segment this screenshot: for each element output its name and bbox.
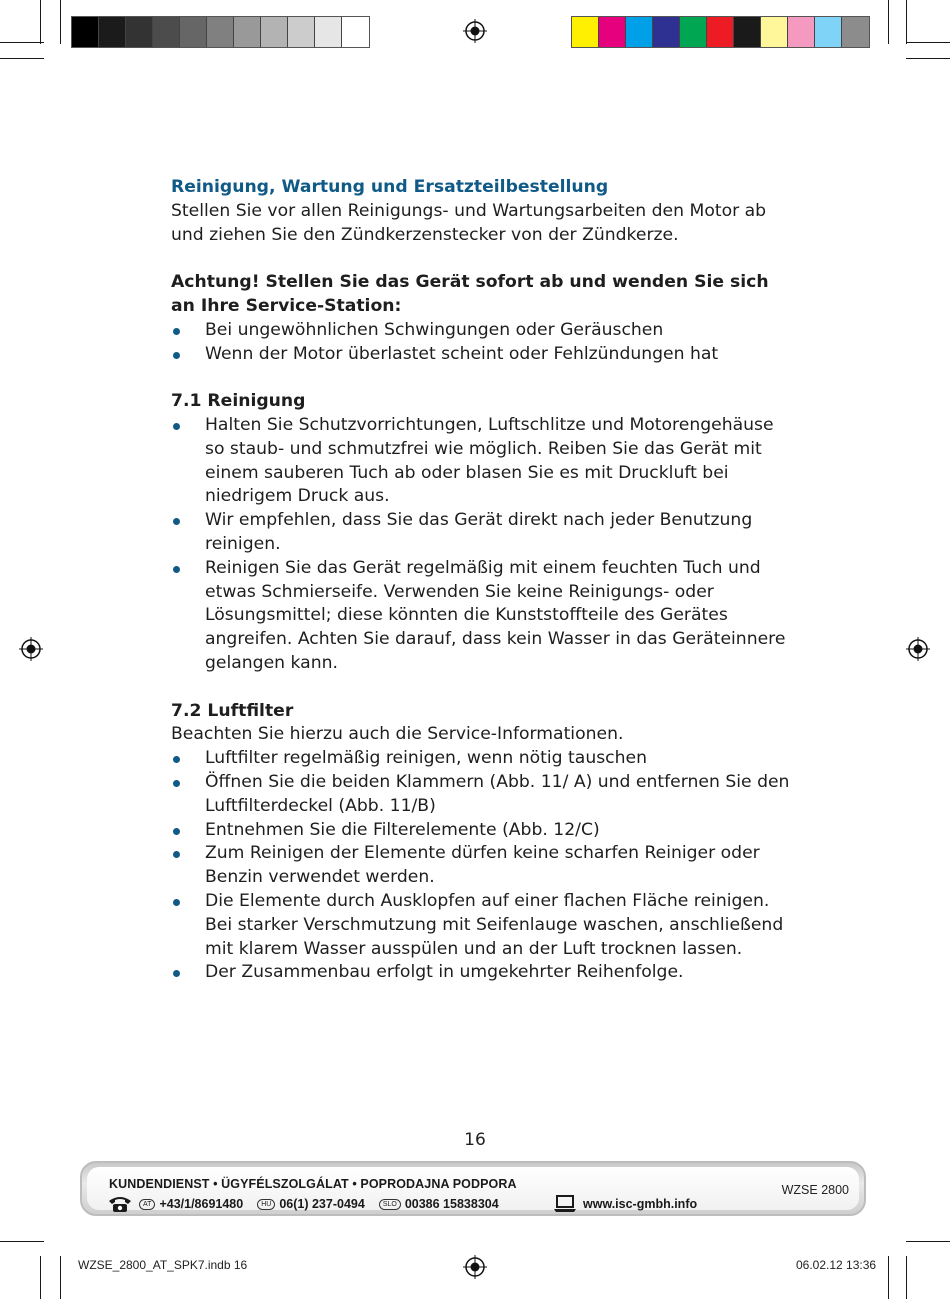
crop-mark	[60, 1256, 61, 1299]
air-filter-intro: Beachten Sie hierzu auch die Service-Informationen.	[171, 724, 624, 745]
warning-list	[171, 319, 791, 367]
crop-mark	[888, 0, 889, 44]
list-item: Öffnen Sie die beiden Klammern (Abb. 11/ A) und entfernen Sie den Luftfilterdeckel (Abb. 11/B)	[171, 771, 791, 819]
grayscale-bar	[71, 16, 370, 48]
country-badge: AT	[139, 1199, 155, 1210]
color-swatch	[680, 17, 707, 47]
website-url: www.isc-gmbh.info	[583, 1197, 698, 1211]
color-swatch	[288, 17, 315, 47]
air-filter-list	[171, 747, 791, 985]
color-swatch	[572, 17, 599, 47]
crop-mark	[888, 1256, 889, 1299]
list-item: Wenn der Motor überlastet scheint oder Fehlzündungen hat	[171, 343, 791, 367]
color-swatch	[207, 17, 234, 47]
color-swatch	[734, 17, 761, 47]
cleaning-heading: 7.1 Reinigung	[171, 391, 306, 412]
color-swatch	[153, 17, 180, 47]
registration-mark-icon	[463, 1255, 487, 1279]
date-slug: 06.02.12 13:36	[796, 1258, 877, 1272]
color-swatch	[126, 17, 153, 47]
page-number: 16	[464, 1130, 486, 1150]
crop-mark	[906, 0, 907, 44]
laptop-icon	[553, 1195, 577, 1213]
color-swatch	[842, 17, 869, 47]
service-heading: KUNDENDIENST • ÜGYFÉLSZOLGÁLAT • POPRODAJNA PODPORA	[109, 1177, 517, 1191]
list-item: Luftfilter regelmäßig reinigen, wenn nötig tauschen	[171, 747, 791, 771]
color-swatch	[707, 17, 734, 47]
crop-mark	[906, 42, 950, 43]
color-bar	[571, 16, 870, 48]
phone-number: 00386 15838304	[404, 1197, 499, 1211]
telephone-icon	[107, 1195, 133, 1213]
list-item: Wir empfehlen, dass Sie das Gerät direkt nach jeder Benutzung reinigen.	[171, 509, 791, 557]
list-item: Reinigen Sie das Gerät regelmäßig mit einem feuchten Tuch und etwas Schmierseife. Verwenden Sie keine Reinigungs- oder Lösungsmittel; diese könnten die Kunststoffteile des Gerätes angreifen. Achten Sie darauf, dass kein Wasser in das Geräteinnere gelangen kann.	[171, 557, 791, 676]
color-swatch	[653, 17, 680, 47]
country-badge: SLO	[379, 1199, 401, 1210]
list-item: Zum Reinigen der Elemente dürfen keine scharfen Reiniger oder Benzin verwendet werden.	[171, 842, 791, 890]
crop-mark	[0, 58, 44, 59]
intro-paragraph: Stellen Sie vor allen Reinigungs- und Wartungsarbeiten den Motor ab und ziehen Sie den Zündkerzenstecker von der Zündkerze.	[171, 200, 767, 245]
color-swatch	[761, 17, 788, 47]
color-swatch	[315, 17, 342, 47]
service-banner	[80, 1161, 866, 1216]
crop-mark	[906, 1241, 950, 1242]
list-item: Die Elemente durch Ausklopfen auf einer flachen Fläche reinigen. Bei starker Verschmutzung mit Seifenlauge waschen, anschließend mit klarem Wasser ausspülen und an der Luft trocknen lassen.	[171, 890, 791, 961]
crop-mark	[60, 0, 61, 44]
phone-hu[interactable]	[257, 1197, 365, 1211]
color-swatch	[815, 17, 842, 47]
color-swatch	[261, 17, 288, 47]
crop-mark	[906, 1256, 907, 1299]
color-swatch	[180, 17, 207, 47]
website-link[interactable]	[553, 1195, 697, 1213]
registration-mark-icon	[19, 637, 43, 661]
cleaning-list	[171, 414, 791, 676]
color-swatch	[72, 17, 99, 47]
crop-mark	[906, 58, 950, 59]
country-badge: HU	[257, 1199, 275, 1210]
registration-mark-icon	[463, 19, 487, 43]
list-item: Halten Sie Schutzvorrichtungen, Luftschlitze und Motorengehäuse so staub- und schmutzfrei wie möglich. Reiben Sie das Gerät mit einem sauberen Tuch ab oder blasen Sie es mit Druckluft bei niedrigem Druck aus.	[171, 414, 791, 509]
phone-at[interactable]	[139, 1197, 243, 1211]
registration-mark-icon	[906, 637, 930, 661]
warning-paragraph: Achtung! Stellen Sie das Gerät sofort ab und wenden Sie sich an Ihre Service-Station:	[171, 272, 769, 316]
air-filter-heading: 7.2 Luftfilter	[171, 700, 294, 721]
phone-slo[interactable]	[379, 1197, 499, 1211]
color-swatch	[788, 17, 815, 47]
crop-mark	[0, 1241, 44, 1242]
section-title: Reinigung, Wartung und Ersatzteilbestellung	[171, 177, 609, 197]
phone-number: +43/1/8691480	[159, 1197, 244, 1211]
list-item: Entnehmen Sie die Filterelemente (Abb. 12/C)	[171, 819, 791, 843]
list-item: Der Zusammenbau erfolgt in umgekehrter Reihenfolge.	[171, 961, 791, 985]
model-label: WZSE 2800	[781, 1183, 849, 1197]
color-swatch	[626, 17, 653, 47]
color-swatch	[599, 17, 626, 47]
crop-mark	[0, 42, 44, 43]
list-item: Bei ungewöhnlichen Schwingungen oder Geräuschen	[171, 319, 791, 343]
color-swatch	[99, 17, 126, 47]
phone-row	[107, 1195, 507, 1213]
phone-number: 06(1) 237-0494	[279, 1197, 365, 1211]
file-slug: WZSE_2800_AT_SPK7.indb 16	[78, 1258, 248, 1272]
document-body	[171, 176, 791, 985]
crop-mark	[40, 0, 41, 44]
color-swatch	[234, 17, 261, 47]
color-swatch	[342, 17, 369, 47]
crop-mark	[40, 1256, 41, 1299]
